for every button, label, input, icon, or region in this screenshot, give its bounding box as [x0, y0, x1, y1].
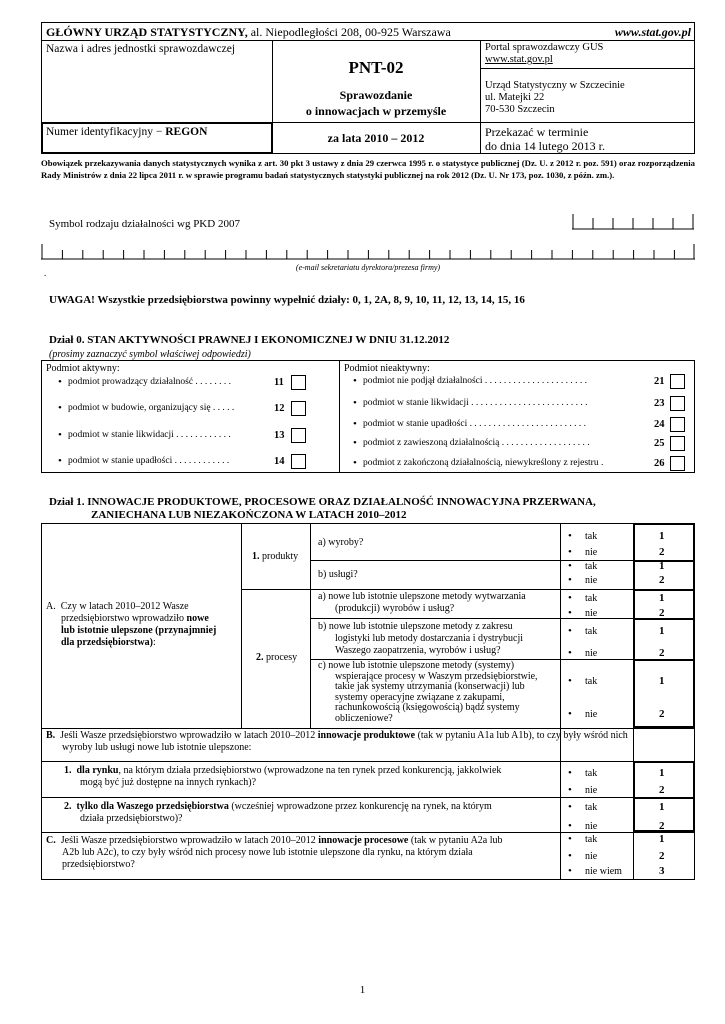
answer-option[interactable]: [568, 561, 693, 573]
portal-label: Portal sprawozdawczy GUS: [485, 42, 604, 53]
answer-label: nie wiem: [585, 866, 622, 877]
email-boxes: [41, 244, 695, 260]
answer-code: 2: [659, 784, 665, 796]
answer-label: tak: [585, 802, 598, 813]
B2-question: 2. tylko dla Waszego przedsiębiorstwa (wcześniej wprowadzone przez konkurencję na rynek, na którym działa przedsiębiorstwo)?: [64, 801, 492, 824]
q-procesy-b: b) nowe lub istotnie ulepszone metody z zakresu logistyki lub metody dostarczania i dystrybucji Waszego zaopatrzenia, wyrobów i usług?: [318, 621, 524, 656]
bullet-icon: •: [353, 397, 357, 409]
q-uslugi: b) usługi?: [318, 569, 358, 580]
form-title-1: Sprawozdanie: [339, 88, 413, 102]
inactive-header: Podmiot nieaktywny:: [344, 363, 430, 374]
bullet-icon: •: [353, 437, 357, 449]
bullet-icon: •: [353, 418, 357, 430]
bullet-icon: •: [568, 784, 572, 796]
warning-text: UWAGA! Wszystkie przedsiębiorstwa powinny wypełnić działy: 0, 1, 2A, 8, 9, 10, 11, 12, 13, 14, 15, 16: [49, 294, 525, 306]
answer-code: 2: [659, 708, 665, 720]
answer-option[interactable]: [568, 709, 693, 721]
section1-title-1: Dział 1. INNOWACJE PRODUKTOWE, PROCESOWE ORAZ DZIAŁALNOŚĆ INNOWACYJNA PRZERWANA,: [49, 496, 596, 508]
status-code: 24: [654, 419, 665, 430]
status-option-label: podmiot w stanie upadłości . . . . . . . . . . . . . . . . . . . . . . . . .: [363, 419, 586, 429]
answer-code: 1: [659, 560, 665, 572]
legal-notice: Obowiązek przekazywania danych statystycznych wynika z art. 30 pkt 3 ustawy z dnia 29 czerwca 1995 r. o statystyce publicznej (Dz. U. z 2012 r. poz. 591) oraz rozporządzenia Rady Ministrów z dnia 22 lipca 2011 r. w sprawie programu badań statystycznych statystyki publicznej na rok 2012 (Dz. U. Nr 173, poz. 1030, z późn. zm.).: [41, 158, 695, 180]
status-code: 14: [274, 456, 285, 467]
answer-label: nie: [585, 785, 598, 796]
status-option[interactable]: [353, 397, 686, 412]
status-checkbox[interactable]: [291, 401, 306, 416]
q-procesy-a: a) nowe lub istotnie ulepszone metody wytwarzania (produkcji) wyrobów i usług?: [318, 591, 526, 614]
active-header: Podmiot aktywny:: [46, 363, 120, 374]
bullet-icon: •: [568, 546, 572, 558]
status-checkbox[interactable]: [670, 374, 685, 389]
status-option[interactable]: [58, 429, 307, 444]
status-option-label: podmiot prowadzący działalność . . . . . . . .: [68, 377, 232, 387]
answer-option[interactable]: [568, 866, 693, 878]
status-checkbox[interactable]: [291, 428, 306, 443]
bullet-icon: •: [568, 675, 572, 687]
answer-option[interactable]: [568, 531, 693, 543]
regon-label: Numer identyfikacyjny − REGON: [46, 126, 208, 138]
status-code: 12: [274, 403, 285, 414]
form-code: PNT-02: [348, 58, 404, 77]
q-procesy-c: c) nowe lub istotnie ulepszone metody (systemy) wspierające procesy w Waszym przedsiębiorstwie, takie jak systemy utrzymania (konserwacji) lub systemy operacyjne związane z zakupami, rachunkowością (księgowością) bądź systemy obliczeniowe?: [318, 660, 538, 724]
answer-option[interactable]: [568, 768, 693, 780]
status-option[interactable]: [58, 455, 307, 470]
status-code: 11: [274, 377, 284, 388]
q-wyroby: a) wyroby?: [318, 537, 364, 548]
bullet-icon: •: [58, 376, 62, 388]
bullet-icon: •: [568, 647, 572, 659]
bullet-icon: •: [568, 801, 572, 813]
status-option-label: podmiot w stanie likwidacji . . . . . . . . . . . .: [68, 430, 231, 440]
answer-label: nie: [585, 608, 598, 619]
bullet-icon: •: [568, 865, 572, 877]
status-option[interactable]: [58, 402, 307, 417]
answer-code: 2: [659, 820, 665, 832]
produkty-label: 1. produkty: [252, 551, 299, 562]
dot-mark: .: [44, 268, 47, 278]
status-option-label: podmiot z zakończoną działalnością, niewykreślony z rejestru .: [363, 458, 604, 468]
answer-label: tak: [585, 676, 598, 687]
answer-code: 3: [659, 865, 665, 877]
bullet-icon: •: [568, 574, 572, 586]
answer-option[interactable]: [568, 802, 693, 814]
deadline-line2: do dnia 14 lutego 2013 r.: [485, 139, 605, 153]
A-question: A. Czy w latach 2010–2012 Wasze przedsiębiorstwo wprowadziło nowe lub istotnie ulepszone (przynajmniej dla przedsiębiorstwa):: [46, 601, 217, 648]
status-code: 21: [654, 376, 665, 387]
answer-code: 1: [659, 625, 665, 637]
email-input[interactable]: [41, 244, 695, 260]
page-number: 1: [359, 984, 366, 996]
answer-label: tak: [585, 593, 598, 604]
status-option[interactable]: [58, 376, 307, 391]
section0-title: Dział 0. STAN AKTYWNOŚCI PRAWNEJ I EKONOMICZNEJ W DNIU 31.12.2012: [49, 334, 450, 346]
bullet-icon: •: [568, 592, 572, 604]
answer-option[interactable]: [568, 575, 693, 587]
form-period: za lata 2010 – 2012: [327, 131, 425, 145]
answer-label: nie: [585, 821, 598, 832]
office2-line2: ul. Matejki 22: [485, 92, 545, 103]
C-question: C. Jeśli Wasze przedsiębiorstwo wprowadziło w latach 2010–2012 innowacje procesowe (tak w pytaniu A2a lub A2b lub A2c), to czy były wśród nich procesy nowe lub istotnie ulepszone dla rynku, na którym działa przedsiębiorstwo?: [46, 835, 503, 870]
bullet-icon: •: [568, 625, 572, 637]
answer-label: nie: [585, 575, 598, 586]
answer-label: nie: [585, 709, 598, 720]
answer-code: 2: [659, 850, 665, 862]
bullet-icon: •: [568, 607, 572, 619]
bullet-icon: •: [568, 560, 572, 572]
status-checkbox[interactable]: [291, 375, 306, 390]
bullet-icon: •: [568, 833, 572, 845]
status-checkbox[interactable]: [670, 417, 685, 432]
status-option[interactable]: [353, 375, 686, 390]
answer-code: 1: [659, 833, 665, 845]
pkd-label: Symbol rodzaju działalności wg PKD 2007: [49, 218, 240, 230]
answer-code: 2: [659, 574, 665, 586]
bullet-icon: •: [58, 402, 62, 414]
office2-line1: Urząd Statystyczny w Szczecinie: [485, 80, 625, 91]
status-option-label: podmiot z zawieszoną działalnością . . . . . . . . . . . . . . . . . . .: [363, 438, 590, 448]
form-title-2: o innowacjach w przemyśle: [305, 104, 447, 118]
status-option[interactable]: [353, 437, 686, 452]
status-option-label: podmiot w stanie upadłości . . . . . . . . . . . .: [68, 456, 230, 466]
status-checkbox[interactable]: [670, 396, 685, 411]
status-code: 23: [654, 398, 665, 409]
deadline-line1: Przekazać w terminie: [485, 125, 589, 139]
status-code: 13: [274, 430, 285, 441]
bullet-icon: •: [568, 820, 572, 832]
answer-label: tak: [585, 834, 598, 845]
bullet-icon: •: [353, 375, 357, 387]
answer-option[interactable]: [568, 676, 693, 688]
pkd-boxes: [572, 214, 694, 230]
answer-label: tak: [585, 626, 598, 637]
answer-code: 2: [659, 607, 665, 619]
answer-option[interactable]: [568, 821, 693, 833]
answer-option[interactable]: [568, 834, 693, 846]
bullet-icon: •: [568, 708, 572, 720]
answer-code: 1: [659, 530, 665, 542]
answer-label: tak: [585, 768, 598, 779]
procesy-label: 2. procesy: [256, 652, 298, 663]
answer-label: nie: [585, 851, 598, 862]
answer-code: 2: [659, 546, 665, 558]
bullet-icon: •: [353, 457, 357, 469]
unit-label: Nazwa i adres jednostki sprawozdawczej: [46, 43, 236, 55]
status-option-label: podmiot nie podjął działalności . . . . . . . . . . . . . . . . . . . . . .: [363, 376, 588, 386]
pkd-input[interactable]: [572, 214, 694, 230]
answer-code: 1: [659, 767, 665, 779]
header-website: www.stat.gov.pl: [614, 25, 691, 39]
answer-option[interactable]: [568, 648, 693, 660]
section0-subtitle: (prosimy zaznaczyć symbol właściwej odpowiedzi): [49, 349, 251, 360]
office2-line3: 70-530 Szczecin: [485, 104, 555, 115]
answer-code: 1: [659, 801, 665, 813]
B-question: B. Jeśli Wasze przedsiębiorstwo wprowadziło w latach 2010–2012 innowacje produktowe (tak w pytaniu A1a lub A1b), to czy były wśród nich wyroby lub usługi nowe lub istotnie ulepszone:: [46, 730, 628, 753]
bullet-icon: •: [568, 767, 572, 779]
status-checkbox[interactable]: [291, 454, 306, 469]
answer-option[interactable]: [568, 547, 693, 559]
header-office: GŁÓWNY URZĄD STATYSTYCZNY, al. Niepodległości 208, 00-925 Warszawa: [46, 25, 451, 39]
answer-code: 1: [659, 592, 665, 604]
bullet-icon: •: [568, 850, 572, 862]
status-code: 25: [654, 438, 665, 449]
status-checkbox[interactable]: [670, 436, 685, 451]
answer-label: tak: [585, 561, 598, 572]
B1-question: 1. dla rynku, na którym działa przedsiębiorstwo (wprowadzone na ten rynek przed konkurencją, jakkolwiek mogą być już dostępne na innych rynkach)?: [64, 765, 502, 788]
bullet-icon: •: [58, 429, 62, 441]
answer-option[interactable]: [568, 593, 693, 605]
status-option[interactable]: [353, 457, 686, 472]
answer-code: 2: [659, 647, 665, 659]
status-option-label: podmiot w budowie, organizujący się . . . . .: [68, 403, 235, 413]
status-option-label: podmiot w stanie likwidacji . . . . . . . . . . . . . . . . . . . . . . . . .: [363, 398, 588, 408]
answer-code: 1: [659, 675, 665, 687]
email-label: (e-mail sekretariatu dyrektora/prezesa firmy): [295, 263, 441, 272]
portal-url[interactable]: www.stat.gov.pl: [485, 54, 553, 65]
answer-option[interactable]: [568, 608, 693, 620]
answer-option[interactable]: [568, 851, 693, 863]
answer-option[interactable]: [568, 785, 693, 797]
answer-label: tak: [585, 531, 598, 542]
bullet-icon: •: [58, 455, 62, 467]
bullet-icon: •: [568, 530, 572, 542]
status-code: 26: [654, 458, 665, 469]
status-checkbox[interactable]: [670, 456, 685, 471]
answer-option[interactable]: [568, 626, 693, 638]
answer-label: nie: [585, 547, 598, 558]
section1-title-2: ZANIECHANA LUB NIEZAKOŃCZONA W LATACH 2010–2012: [91, 509, 407, 521]
status-option[interactable]: [353, 418, 686, 433]
answer-label: nie: [585, 648, 598, 659]
